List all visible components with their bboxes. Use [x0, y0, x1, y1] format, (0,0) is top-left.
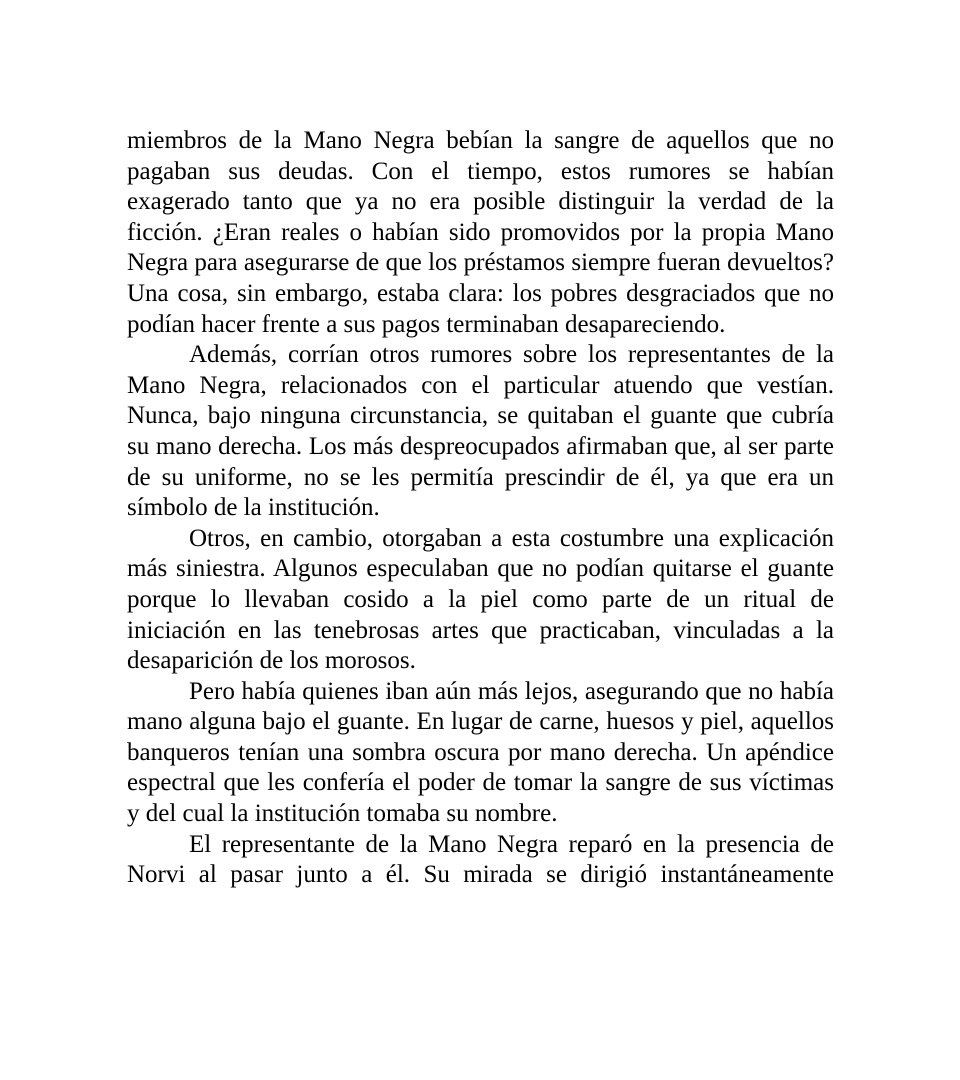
- paragraph: Pero había quienes iban aún más lejos, asegurando que no había mano alguna bajo el guante. En lugar de carne, huesos y piel, aquellos banqueros tenían una sombra oscura por mano derecha. Un apéndice espectral que les confería el poder de tomar la sangre de sus víctimas y del cual la institución tomaba su nombre.: [127, 677, 834, 828]
- paragraph: Otros, en cambio, otorgaban a esta costumbre una explicación más siniestra. Algunos especulaban que no podían quitarse el guante porque lo llevaban cosido a la piel como parte de un ritual de iniciación en las tenebrosas artes que practicaban, vinculadas a la desaparición de los morosos.: [127, 524, 834, 675]
- page-body: [127, 126, 834, 891]
- paragraph: El representante de la Mano Negra reparó en la presencia de Norvi al pasar junto a él. Su mirada se dirigió instantáneamente: [127, 830, 834, 889]
- paragraph: miembros de la Mano Negra bebían la sangre de aquellos que no pagaban sus deudas. Con el tiempo, estos rumores se habían exagerado tanto que ya no era posible distinguir la verdad de la ficción. ¿Eran reales o habían sido promovidos por la propia Mano Negra para asegurarse de que los préstamos siempre fueran devueltos? Una cosa, sin embargo, estaba clara: los pobres desgraciados que no podían hacer frente a sus pagos terminaban desapareciendo.: [127, 127, 834, 338]
- paragraph: Además, corrían otros rumores sobre los representantes de la Mano Negra, relacionados con el particular atuendo que vestían. Nunca, bajo ninguna circunstancia, se quitaban el guante que cubría su mano derecha. Los más despreocupados afirmaban que, al ser parte de su uniforme, no se les permitía prescindir de él, ya que era un símbolo de la institución.: [127, 341, 834, 522]
